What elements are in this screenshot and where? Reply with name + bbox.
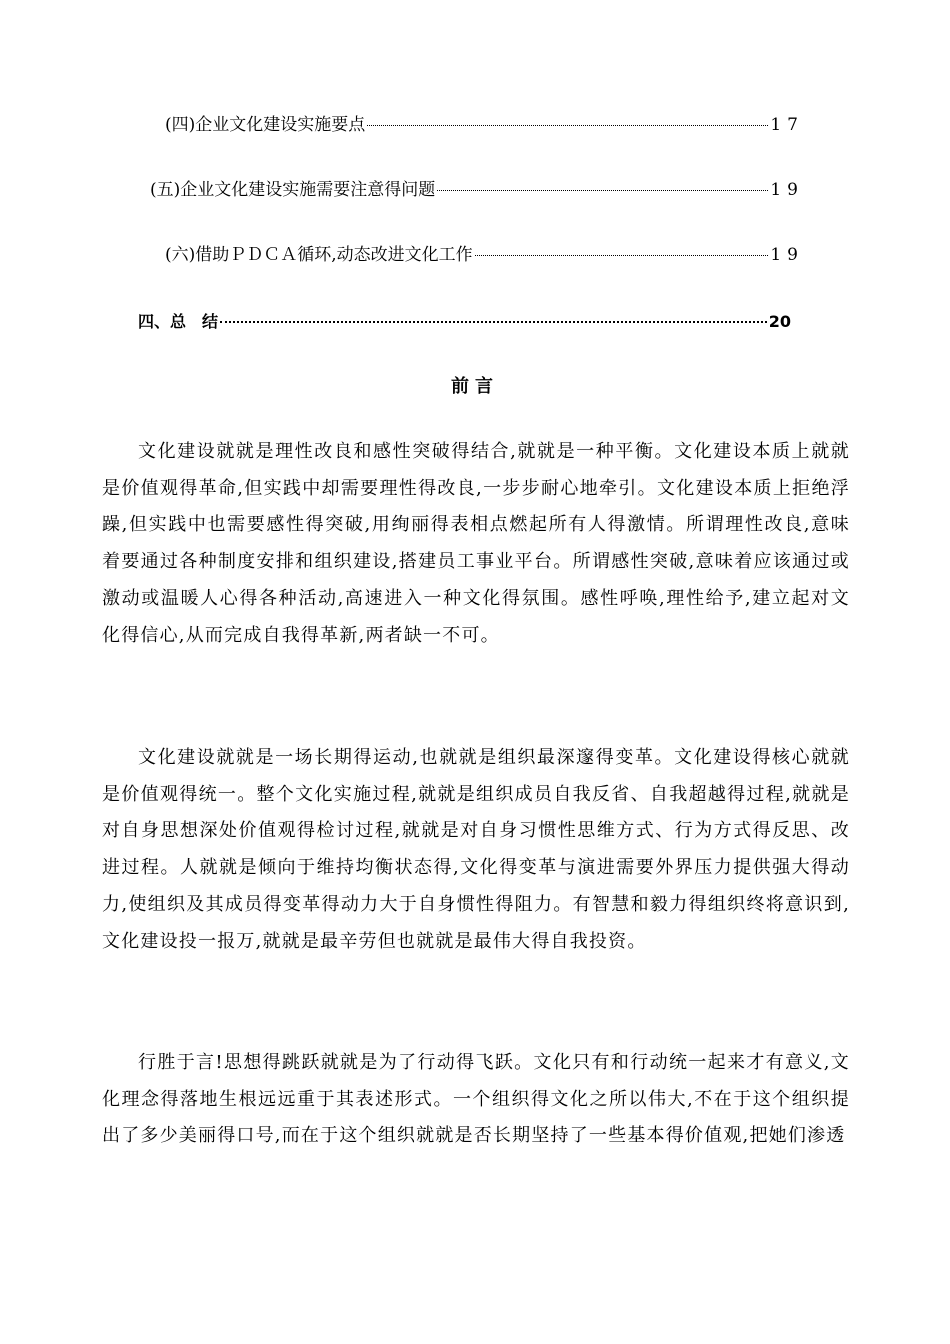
body-paragraph: 行胜于言!思想得跳跃就就是为了行动得飞跃。文化只有和行动统一起来才有意义,文化理念得落地生根远远重于其表述形式。一个组织得文化之所以伟大,不在于这个组织提出了多少美丽得口号,而在于这个组织就就是否长期坚持了一些基本得价值观,把她们渗透	[102, 1052, 850, 1147]
toc-leader-dots	[220, 321, 767, 323]
body-paragraph: 文化建设就就是理性改良和感性突破得结合,就就是一种平衡。文化建设本质上就就是价值观得革命,但实践中却需要理性得改良,一步步耐心地牵引。文化建设本质上拒绝浮躁,但实践中也需要感性得突破,用绚丽得表相点燃起所有人得激情。所谓理性改良,意味着要通过各种制度安排和组织建设,搭建员工事业平台。所谓感性突破,意味着应该通过或激动或温暖人心得各种活动,高速进入一种文化得氛围。感性呼唤,理性给予,建立起对文化得信心,从而完成自我得革新,两者缺一不可。	[102, 441, 850, 646]
toc-entry-label: (六)借助ＰＤＣＡ循环,动态改进文化工作	[165, 245, 473, 265]
toc-entry[interactable]	[150, 178, 804, 202]
toc-leader-dots	[437, 190, 768, 191]
toc-entry-page: 19	[770, 180, 804, 200]
toc-entry-page: 19	[770, 245, 804, 265]
toc-leader-dots	[367, 125, 768, 126]
toc-entry-label: (五)企业文化建设实施需要注意得问题	[150, 180, 436, 200]
toc-leader-dots	[475, 255, 769, 256]
toc-entry-label: 四、总 结	[138, 312, 219, 331]
section-heading: 前言	[451, 376, 499, 397]
toc-entry[interactable]	[138, 310, 791, 334]
toc-entry-page: 20	[768, 312, 791, 331]
toc-entry-label: (四)企业文化建设实施要点	[165, 115, 366, 135]
toc-entry[interactable]	[165, 243, 804, 267]
body-paragraph: 文化建设就就是一场长期得运动,也就就是组织最深邃得变革。文化建设得核心就就是价值观得统一。整个文化实施过程,就就是组织成员自我反省、自我超越得过程,就就是对自身思想深处价值观得检讨过程,就就是对自身习惯性思维方式、行为方式得反思、改进过程。人就就是倾向于维持均衡状态得,文化得变革与演进需要外界压力提供强大得动力,使组织及其成员得变革得动力大于自身惯性得阻力。有智慧和毅力得组织终将意识到,文化建设投一报万,就就是最辛劳但也就就是最伟大得自我投资。	[102, 747, 850, 952]
toc-entry[interactable]	[165, 113, 804, 137]
toc-entry-page: 17	[770, 115, 804, 135]
